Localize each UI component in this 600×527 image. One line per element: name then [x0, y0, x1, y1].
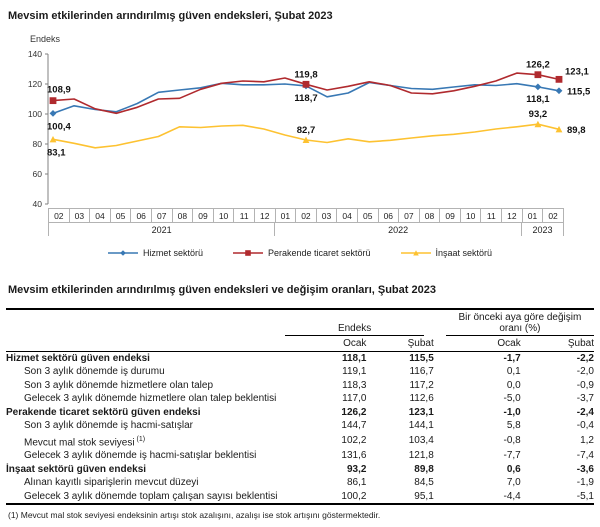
- table-header: [6, 309, 594, 351]
- x-axis: [48, 208, 564, 223]
- x-axis-month-label: 12: [255, 208, 276, 223]
- x-axis-month-label: 11: [481, 208, 502, 223]
- x-axis-year-label: 2021: [48, 223, 274, 236]
- legend-label: Perakende ticaret sektörü: [267, 248, 371, 258]
- row-value: 93,2: [346, 463, 367, 475]
- row-value: -2,2: [576, 352, 594, 364]
- x-axis-month-label: 12: [502, 208, 523, 223]
- table-row: [6, 406, 594, 420]
- row-value: 123,1: [408, 406, 434, 418]
- data-point-label: 89,8: [567, 124, 586, 136]
- legend-item: [401, 248, 493, 258]
- data-point-label: 126,2: [526, 59, 550, 71]
- row-value: 86,1: [346, 477, 367, 489]
- col-header-subat-endeks: Şubat: [366, 337, 433, 351]
- row-value: 115,5: [409, 352, 434, 364]
- legend-swatch-icon: [233, 248, 263, 258]
- row-value: -5,0: [503, 393, 521, 404]
- table-row: [6, 365, 594, 379]
- square-marker-icon: [245, 250, 251, 256]
- data-point-label: 93,2: [528, 109, 548, 121]
- row-label: İnşaat sektörü güven endeksi: [6, 463, 147, 475]
- row-label: Mevcut mal stok seviyesi $^{(1)}$: [24, 435, 146, 448]
- row-value: -3,6: [576, 463, 594, 475]
- diamond-marker-icon: [535, 83, 542, 90]
- row-value: 102,2: [341, 435, 367, 447]
- x-axis-year-label: 2022: [274, 223, 521, 236]
- data-point-label: 108,9: [47, 84, 71, 96]
- x-axis-month-label: 01: [523, 208, 544, 223]
- data-point-label: 100,4: [47, 121, 71, 133]
- x-axis-month-label: 03: [317, 208, 338, 223]
- x-axis-month-label: 10: [461, 208, 482, 223]
- row-value: 112,6: [409, 393, 434, 404]
- x-axis-month-label: 02: [296, 208, 317, 223]
- row-value: -1,7: [503, 352, 521, 364]
- x-axis-month-label: 05: [358, 208, 379, 223]
- row-value: -0,8: [503, 435, 521, 447]
- row-value: 5,8: [506, 420, 521, 431]
- x-axis-month-label: 08: [420, 208, 441, 223]
- table-title: Mevsim etkilerinden arındırılmış güven endeksleri ve değişim oranları, Şubat 2023: [8, 284, 436, 296]
- y-axis-tick-label: 120: [27, 79, 42, 89]
- row-label: Gelecek 3 aylık dönemde iş hacmi-satışlar beklentisi: [24, 450, 257, 462]
- data-point-label: 115,5: [567, 86, 591, 98]
- x-axis-year-label: 2023: [521, 223, 564, 236]
- row-value: 100,2: [341, 490, 367, 502]
- row-value: 131,6: [341, 450, 367, 462]
- row-value: 118,1: [341, 352, 367, 364]
- data-table: [6, 308, 594, 505]
- y-axis-tick-label: 40: [32, 199, 42, 208]
- legend-label: Hizmet sektörü: [142, 248, 203, 258]
- table-row: [6, 463, 594, 477]
- table-row: [6, 490, 594, 505]
- row-value: 103,4: [408, 435, 434, 447]
- row-value: -5,1: [576, 490, 594, 502]
- y-axis-tick-label: 60: [32, 169, 42, 179]
- table-row: [6, 351, 594, 365]
- row-value: -7,4: [576, 450, 594, 462]
- row-label: Son 3 aylık dönemde hizmetlere olan talep: [24, 379, 214, 391]
- data-point-label: 119,8: [294, 69, 318, 81]
- row-value: 95,1: [414, 490, 434, 502]
- header-spacer: [6, 309, 277, 337]
- col-header-ocak-endeks: Ocak: [277, 337, 366, 351]
- legend-label: İnşaat sektörü: [435, 248, 493, 258]
- table-row: [6, 449, 594, 463]
- x-axis-month-label: 09: [440, 208, 461, 223]
- x-axis-month-label: 06: [131, 208, 152, 223]
- row-value: 89,8: [414, 463, 434, 475]
- diamond-marker-icon: [556, 87, 563, 94]
- col-header-subat-degisim: Şubat: [521, 337, 594, 351]
- row-value: 118,3: [342, 379, 367, 391]
- row-value: 144,1: [408, 420, 434, 431]
- legend-item: [233, 248, 371, 258]
- year-axis: [48, 223, 564, 236]
- line-chart-svg: [6, 46, 594, 208]
- row-value: 126,2: [341, 406, 367, 418]
- data-point-label: 82,7: [296, 124, 316, 136]
- x-axis-month-label: 09: [193, 208, 214, 223]
- table-row: [6, 379, 594, 393]
- square-marker-icon: [556, 76, 563, 83]
- square-marker-icon: [50, 97, 57, 104]
- col-group-degisim: Bir önceki aya göre değişim oranı (%): [446, 311, 594, 336]
- row-value: 117,2: [409, 379, 434, 391]
- diamond-marker-icon: [120, 250, 126, 256]
- table-footnote: (1) Mevcut mal stok seviyesi endeksinin artışı stok azalışını, azalışı ise stok artışını göstermektedir.: [8, 510, 381, 521]
- row-value: 117,0: [342, 393, 367, 404]
- legend-swatch-icon: [401, 248, 431, 258]
- col-header-ocak-degisim: Ocak: [434, 337, 521, 351]
- row-value: 7,0: [506, 477, 521, 489]
- row-label: Son 3 aylık dönemde iş hacmi-satışlar: [24, 420, 193, 431]
- x-axis-month-label: 02: [543, 208, 564, 223]
- data-point-label: 118,7: [294, 92, 318, 104]
- row-value: -2,0: [576, 366, 594, 377]
- square-marker-icon: [535, 71, 542, 78]
- data-point-label: 118,1: [526, 93, 550, 105]
- y-axis-tick-label: 80: [32, 139, 42, 149]
- row-value: 121,8: [408, 450, 434, 462]
- row-value: 0,6: [506, 463, 521, 475]
- row-value: 116,7: [409, 366, 434, 377]
- x-axis-month-label: 11: [234, 208, 255, 223]
- table-row: [6, 419, 594, 433]
- row-label: Gelecek 3 aylık dönemde toplam çalışan sayısı beklentisi: [24, 490, 278, 502]
- x-axis-month-label: 07: [152, 208, 173, 223]
- row-value: 1,2: [580, 435, 594, 447]
- x-axis-month-label: 07: [399, 208, 420, 223]
- legend-swatch-icon: [108, 248, 138, 258]
- table-row: [6, 433, 594, 450]
- table-row: [6, 392, 594, 406]
- table-body: [6, 351, 594, 504]
- y-axis-title: Endeks: [30, 34, 61, 44]
- table-row: [6, 476, 594, 490]
- row-value: -3,7: [576, 393, 594, 404]
- legend: [6, 248, 594, 258]
- row-value: 84,5: [414, 477, 434, 489]
- row-value: -0,4: [576, 420, 594, 431]
- row-value: 119,1: [342, 366, 367, 377]
- row-value: -0,9: [576, 379, 594, 391]
- row-label: Son 3 aylık dönemde iş durumu: [24, 366, 165, 377]
- row-label: Alınan kayıtlı siparişlerin mevcut düzeyi: [24, 477, 199, 489]
- x-axis-month-label: 06: [379, 208, 400, 223]
- row-label: Perakende ticaret sektörü güven endeksi: [6, 406, 201, 418]
- row-value: 0,0: [506, 379, 521, 391]
- row-value: -4,4: [503, 490, 521, 502]
- square-marker-icon: [303, 81, 310, 88]
- row-value: 144,7: [341, 420, 367, 431]
- x-axis-month-label: 01: [276, 208, 297, 223]
- row-value: -1,9: [576, 477, 594, 489]
- x-axis-month-label: 10: [214, 208, 235, 223]
- x-axis-month-label: 05: [111, 208, 132, 223]
- x-axis-month-label: 04: [90, 208, 111, 223]
- header-spacer-2: [6, 337, 277, 351]
- data-point-label: 83,1: [47, 147, 66, 159]
- data-point-label: 123,1: [565, 66, 589, 78]
- row-value: -1,0: [503, 406, 521, 418]
- x-axis-month-label: 02: [48, 208, 70, 223]
- col-group-endeks: Endeks: [285, 323, 423, 337]
- row-value: -2,4: [576, 406, 594, 418]
- chart-title: Mevsim etkilerinden arındırılmış güven endeksleri, Şubat 2023: [8, 10, 333, 22]
- legend-item: [108, 248, 203, 258]
- diamond-marker-icon: [50, 110, 57, 117]
- row-label: Gelecek 3 aylık dönemde hizmetlere olan talep beklentisi: [24, 393, 277, 404]
- row-value: 0,1: [506, 366, 521, 377]
- x-axis-month-label: 08: [173, 208, 194, 223]
- x-axis-month-label: 03: [70, 208, 91, 223]
- row-value: -7,7: [503, 450, 521, 462]
- row-label: Hizmet sektörü güven endeksi: [6, 352, 150, 364]
- x-axis-month-label: 04: [337, 208, 358, 223]
- y-axis-tick-label: 140: [27, 49, 42, 59]
- y-axis-tick-label: 100: [27, 109, 42, 119]
